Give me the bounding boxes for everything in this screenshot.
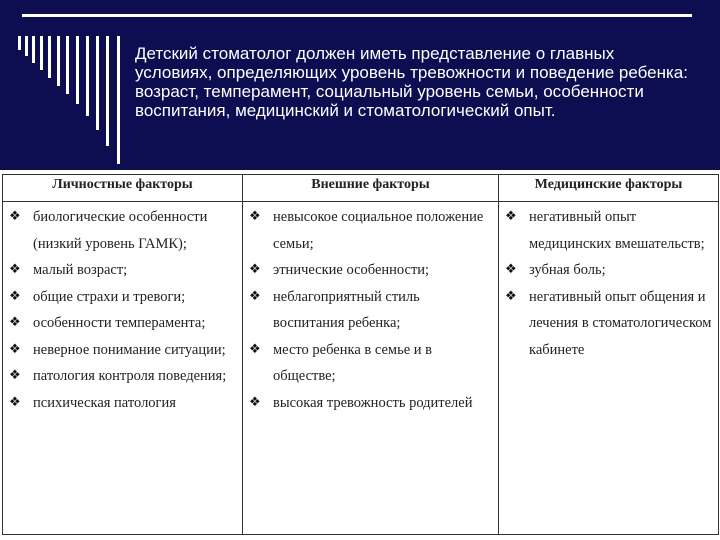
list-item: ❖ этнические особенности; — [249, 257, 492, 284]
diamond-bullet-icon: ❖ — [249, 262, 261, 277]
diamond-bullet-icon: ❖ — [9, 315, 21, 330]
diamond-bullet-icon: ❖ — [9, 368, 21, 383]
list-item: ❖ биологические особенности (низкий уровень ГАМК); — [9, 204, 236, 257]
external-factors-cell — [243, 202, 499, 535]
diamond-bullet-icon: ❖ — [9, 341, 21, 357]
list-item: ❖ психическая патология — [9, 390, 236, 417]
factors-table — [2, 174, 719, 535]
list-item: ❖ зубная боль; — [505, 257, 712, 284]
diamond-bullet-icon: ❖ — [249, 394, 261, 410]
list-item: ❖ неблагоприятный стиль воспитания ребенка; — [249, 284, 492, 337]
header-personal: Личностные факторы — [3, 175, 243, 202]
list-item: ❖ негативный опыт общения и лечения в стоматологическом кабинете — [505, 284, 712, 364]
list-item: ❖ патология контроля поведения; — [9, 363, 236, 390]
diamond-bullet-icon: ❖ — [9, 209, 21, 224]
list-item: ❖ малый возраст; — [9, 257, 236, 284]
top-rule — [22, 14, 692, 17]
header-medical: Медицинские факторы — [499, 175, 719, 202]
list-item: ❖ высокая тревожность родителей — [249, 390, 492, 417]
diamond-bullet-icon: ❖ — [9, 288, 21, 304]
diamond-bullet-icon: ❖ — [249, 288, 261, 304]
diamond-bullet-icon: ❖ — [9, 262, 21, 277]
list-item: ❖ общие страхи и тревоги; — [9, 284, 236, 311]
factors-table-panel — [0, 170, 720, 540]
diamond-bullet-icon: ❖ — [505, 209, 517, 224]
list-item: ❖ неверное понимание ситуации; — [9, 337, 236, 364]
diamond-bullet-icon: ❖ — [249, 209, 261, 224]
list-item: ❖ место ребенка в семье и в обществе; — [249, 337, 492, 390]
list-item: ❖ невысокое социальное положение семьи; — [249, 204, 492, 257]
diamond-bullet-icon: ❖ — [505, 262, 517, 277]
slide-text: Детский стоматолог должен иметь представление о главных условиях, определяющих уровень тревожности и поведение ребенка: возраст, темперамент, социальный уровень семьи, особенности воспитания, медицинский и стоматологический опыт. — [135, 44, 688, 120]
diamond-bullet-icon: ❖ — [505, 288, 517, 304]
diamond-bullet-icon: ❖ — [9, 394, 21, 410]
header-external: Внешние факторы — [243, 175, 499, 202]
list-item: ❖ особенности темперамента; — [9, 310, 236, 337]
personal-factors-cell — [3, 202, 243, 535]
medical-factors-cell — [499, 202, 719, 535]
list-item: ❖ негативный опыт медицинских вмешательств; — [505, 204, 712, 257]
diamond-bullet-icon: ❖ — [249, 341, 261, 357]
